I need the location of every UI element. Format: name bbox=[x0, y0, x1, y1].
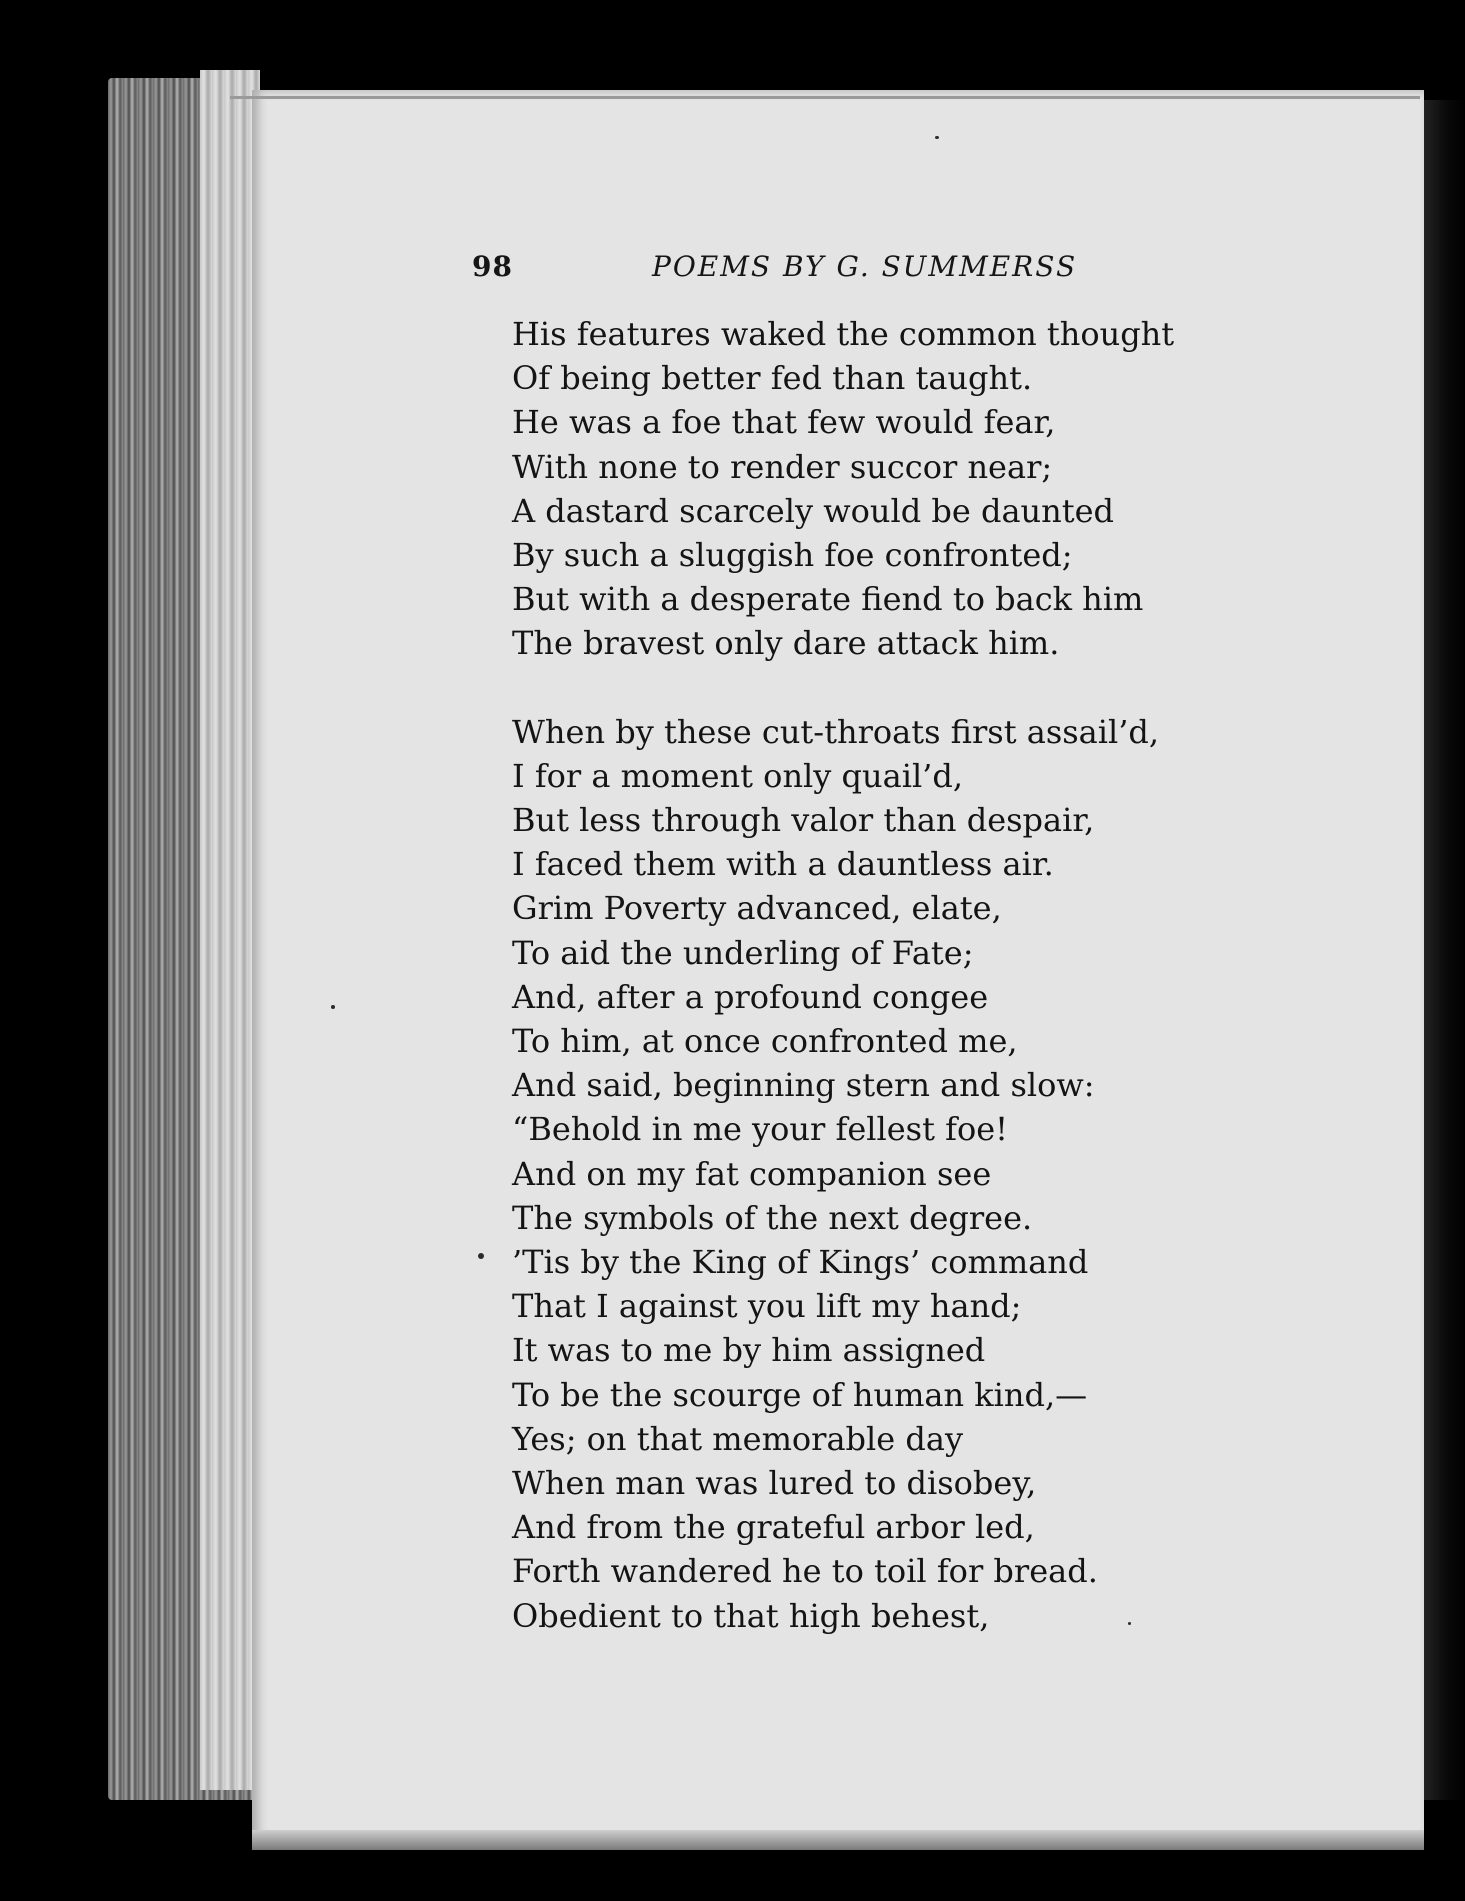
poem-line: I faced them with a dauntless air. bbox=[512, 845, 1054, 884]
poem-line: And on my fat companion see bbox=[512, 1154, 992, 1193]
poem-line: Obedient to that high behest, bbox=[512, 1596, 990, 1635]
page-header bbox=[472, 250, 1122, 300]
poem-line: Forth wandered he to toil for bread. bbox=[512, 1552, 1098, 1591]
poem-line: And, after a profound congee bbox=[512, 977, 989, 1016]
print-speck bbox=[935, 136, 939, 139]
poem-line: But with a desperate fiend to back him bbox=[512, 580, 1144, 619]
poem-line: To him, at once confronted me, bbox=[512, 1022, 1018, 1061]
poem-line: To be the scourge of human kind,— bbox=[512, 1375, 1088, 1414]
poem-line: The symbols of the next degree. bbox=[512, 1198, 1033, 1237]
poem-line: To aid the underling of Fate; bbox=[512, 933, 974, 972]
poem-line: And said, beginning stern and slow: bbox=[512, 1066, 1095, 1105]
stanza-2 bbox=[512, 710, 1392, 1638]
poem-body bbox=[512, 312, 1392, 1638]
poem-line: It was to me by him assigned bbox=[512, 1331, 986, 1370]
poem-line: Grim Poverty advanced, elate, bbox=[512, 889, 1002, 928]
running-title: POEMS BY G. SUMMERSS bbox=[652, 250, 1078, 283]
poem-line: By such a sluggish foe confronted; bbox=[512, 536, 1073, 575]
poem-line: ’Tis by the King of Kings’ command bbox=[512, 1243, 1089, 1282]
poem-line: His features waked the common thought bbox=[512, 315, 1175, 353]
poem-line: The bravest only dare attack him. bbox=[512, 624, 1060, 663]
poem-line: When by these cut-throats first assail’d, bbox=[512, 712, 1160, 751]
stanza-1 bbox=[512, 312, 1392, 666]
poem-line: That I against you lift my hand; bbox=[512, 1287, 1022, 1326]
poem-line: And from the grateful arbor led, bbox=[512, 1508, 1035, 1547]
poem-line: But less through valor than despair, bbox=[512, 801, 1095, 840]
print-speck bbox=[1128, 1622, 1131, 1625]
poem-line: When man was lured to disobey, bbox=[512, 1464, 1037, 1503]
page-bottom-edge bbox=[252, 1830, 1424, 1850]
poem-line: Yes; on that memorable day bbox=[512, 1419, 964, 1458]
page-number: 98 bbox=[472, 250, 513, 283]
page-stack-inner-edge bbox=[200, 70, 260, 1790]
print-speck bbox=[331, 1005, 335, 1009]
poem-line: With none to render succor near; bbox=[512, 447, 1053, 486]
poem-line: I for a moment only quail’d, bbox=[512, 756, 963, 795]
poem-line: A dastard scarcely would be daunted bbox=[512, 491, 1115, 530]
print-speck bbox=[478, 1253, 484, 1259]
poem-line: “Behold in me your fellest foe! bbox=[512, 1110, 1009, 1149]
poem-line: He was a foe that few would fear, bbox=[512, 403, 1056, 442]
poem-line: Of being better fed than taught. bbox=[512, 359, 1033, 398]
binding-edge bbox=[1418, 100, 1465, 1800]
page-top-edge bbox=[230, 96, 1420, 99]
